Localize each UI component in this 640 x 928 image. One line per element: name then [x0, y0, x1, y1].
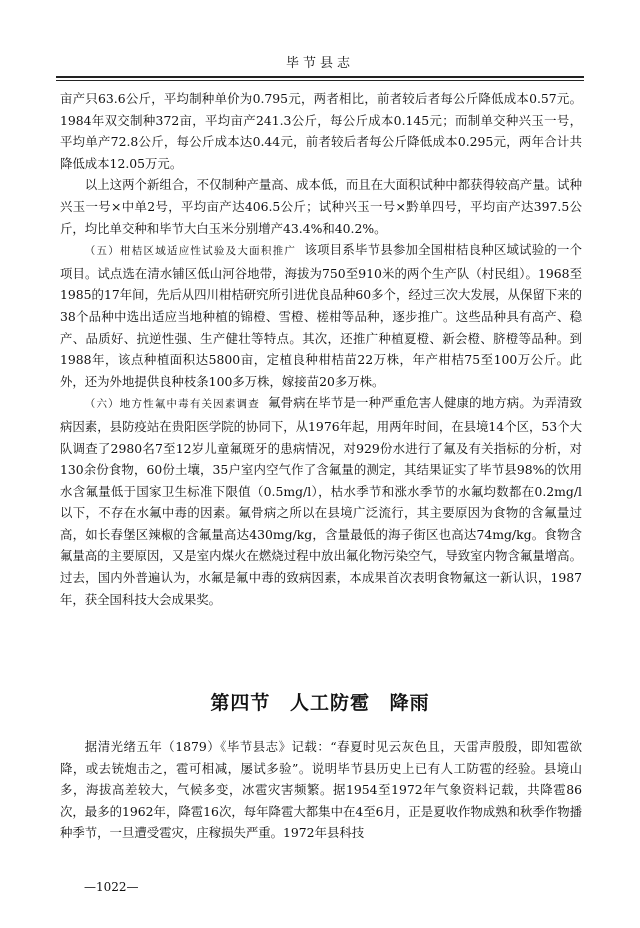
main-text	[60, 88, 582, 610]
section-title	[0, 688, 640, 715]
header-rule-thin	[56, 80, 584, 81]
running-header: 毕节县志	[285, 56, 354, 71]
paragraph: 亩产只63.6公斤，平均制种单价为0.795元，两者相比，前者较后者每公斤降低成本0.57元。1984年双交制种372亩，平均亩产241.3公斤，每公斤成本0.145元；而制单交种兴玉一号，平均单产72.8公斤，每公斤成本达0.44元，前者较后者每公斤降低成本0.295元，两年合计共降低成本12.05万元。	[60, 91, 582, 171]
page-number: —1022—	[84, 880, 139, 894]
section-number: 第四节	[210, 692, 271, 714]
paragraph-fluorosis	[60, 392, 582, 610]
subheading: （五）柑桔区域适应性试验及大面积推广	[84, 245, 297, 258]
paragraph: 以上这两个新组合，不仅制种产量高、成本低，而且在大面积试种中都获得较高产量。试种兴玉一号×中单2号，平均亩产达406.5公斤；试种兴玉一号×黔单四号，平均亩产达397.5公斤，均比单交种和毕节大白玉米分别增产43.4%和40.2%。	[60, 177, 582, 236]
section-title-part2: 降雨	[389, 692, 430, 714]
paragraph-text: 该项目系毕节县参加全国柑桔良种区域试验的一个项目。试点选在清水铺区低山河谷地带，海拔为750至910米的两个生产队（村民组）。1968至1985的17年间，先后从四川柑桔研究所引进优良品种60多个，经过三次大发展，从保留下来的38个品种中选出适应当地种植的锦橙、雪橙、槎柑等品种，逐步推广。这些品种具有高产、稳产、品质好、抗逆性强、生产健壮等特点。其次，还推广种植夏橙、新会橙、脐橙等品种。到1988年，该点种植面积达5800亩，定植良种柑桔苗22万株，年产柑桔75至100万公斤。此外，还为外地提供良种枝条100多万株，嫁接苗20多万株。	[60, 242, 583, 389]
subheading: （六）地方性氟中毒有关因素调查	[84, 398, 260, 411]
paragraph-text: 氟骨病在毕节是一种严重危害人健康的地方病。为弄清致病因素，县防疫站在贵阳医学院的协同下，从1976年起，用两年时间，在县境14个区，53个大队调查了2980名7至12岁儿童氟斑牙的患病情况，对929份水进行了氟及有关指标的分析，对130余份食物，60份土壤，35户室内空气作了含氟量的测定，其结果证实了毕节县98%的饮用水含氟量低于国家卫生标准下限值（0.5mg/l），枯水季节和涨水季节的水氟均数都在0.2mg/l以下，不存在水氟中毒的因素。氟骨病之所以在县境广泛流行，其主要原因为食物的含氟量过高，如长春堡区辣椒的含氟量高达430mg/kg，含量最低的海子街区也高达74mg/kg。食物含氟量高的主要原因，又是室内煤火在燃烧过程中放出氟化物污染空气，导致室内物含氟量增高。过去，国内外普遍认为，水氟是氟中毒的致病因素，本成果首次表明食物氟这一新认识，1987年，获全国科技大会成果奖。	[60, 395, 582, 607]
header-rule	[56, 76, 584, 78]
section-title-part1: 人工防雹	[289, 692, 370, 714]
section-text	[60, 736, 582, 844]
paragraph: 据清光绪五年（1879）《毕节县志》记载：“春夏时见云灰色且，天雷声殷殷，即知雹欲降，或去铳炮击之，雹可相减，屡试多验”。说明毕节县历史上已有人工防雹的经验。县境山多，海拔高差较大，气候多变，冰雹灾害频繁。据1954至1972年气象资料记载，共降雹86次，最多的1962年，降雹16次，每年降雹大都集中在4至6月，正是夏收作物成熟和秋季作物播种季节，一旦遭受雹灾，庄稼损失严重。1972年县科技	[60, 739, 582, 841]
paragraph-citrus	[60, 239, 582, 392]
